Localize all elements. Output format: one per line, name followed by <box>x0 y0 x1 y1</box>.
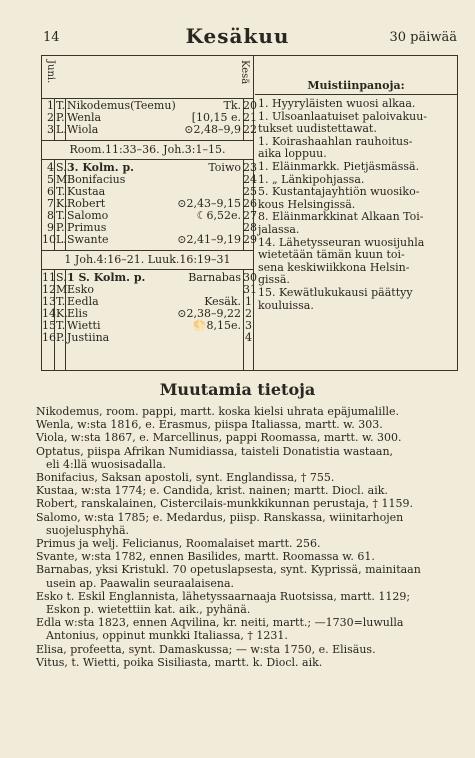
old-date: 27 <box>243 209 257 222</box>
weekday: T. <box>56 319 66 332</box>
note-line: 1. Eläinmarkk. Pietjäsmässä. <box>258 159 420 173</box>
calendar-table <box>41 55 458 371</box>
side-info: Toiwo <box>208 161 241 174</box>
month-title: Kesäkuu <box>185 24 290 48</box>
info-line: Svante, w:sta 1782, ennen Basilides, martt. Roomassa w. 61. <box>36 550 375 564</box>
old-date: 21 <box>243 111 257 124</box>
weekday: T. <box>56 295 66 308</box>
name-day: Wenla <box>67 111 102 124</box>
day-number: 1 <box>47 99 54 112</box>
name-day: Primus <box>67 221 107 234</box>
name-day: Elis <box>67 307 88 320</box>
old-date: 28 <box>243 221 257 234</box>
side-info: Kesäk. <box>204 295 241 308</box>
name-day: Wiola <box>67 123 99 136</box>
notes-column <box>255 56 457 370</box>
note-line: wietetään tämän kuun toi- <box>258 248 405 262</box>
old-date: 23 <box>243 161 257 174</box>
info-line: Optatus, piispa Afrikan Numidiassa, taisteli Donatistia wastaan, <box>36 444 394 458</box>
info-line: Vitus, t. Wietti, poika Sisiliasta, martt. k. Diocl. aik. <box>36 655 323 669</box>
name-day: 1 S. Kolm. p. <box>67 271 146 284</box>
day-number: 2 <box>47 111 54 124</box>
day-number: 3 <box>47 123 54 136</box>
day-number: 7 <box>47 197 54 210</box>
side-info: ⊙2,48–9,9 <box>184 123 241 136</box>
name-day: Robert <box>67 197 106 210</box>
side-info: ⊙2,43–9,15 <box>177 197 241 210</box>
note-line: aika loppuu. <box>258 147 327 161</box>
scripture-bar: 1 Joh.4:16–21. Luuk.16:19–31 <box>42 250 253 270</box>
days-count: 30 päiwää <box>389 30 457 45</box>
info-line: eli 4:llä wuosisadalla. <box>46 457 167 471</box>
day-number: 6 <box>47 185 54 198</box>
name-day: Kustaa <box>67 185 106 198</box>
note-line: jalassa. <box>258 222 300 236</box>
info-line: usein ap. Paawalin seuraalaisena. <box>46 576 235 590</box>
side-info: ⊙2,38–9,22 <box>177 307 241 320</box>
old-date: 1 <box>245 295 252 308</box>
day-row <box>42 123 257 136</box>
day-number: 10 <box>42 233 56 246</box>
side-info: [10,15 e. <box>191 111 241 124</box>
divider <box>255 94 457 95</box>
note-line: kous Helsingissä. <box>258 197 356 211</box>
month-header-row <box>42 56 253 99</box>
side-info: 🌕8,15e. <box>192 319 241 332</box>
info-line: suojelusphyhä. <box>46 523 129 537</box>
day-row <box>42 332 253 344</box>
note-line: 5. Kustantajayhtiön wuosiko- <box>258 185 420 199</box>
info-line: Viola, w:sta 1867, e. Marcellinus, pappi Roomassa, martt. w. 300. <box>36 431 402 445</box>
weekday: K. <box>56 307 68 320</box>
weekday: P. <box>56 221 65 234</box>
day-number: 8 <box>47 209 54 222</box>
scripture-bar: Room.11:33–36. Joh.3:1–15. <box>42 140 253 160</box>
old-date: 29 <box>243 233 257 246</box>
notes-list <box>258 98 454 312</box>
info-line: Barnabas, yksi Kristukl. 70 opetuslapsesta, synt. Kyprissä, mainitaan <box>36 563 421 577</box>
note-line: kouluissa. <box>258 298 314 312</box>
side-label-right: Kesä <box>239 60 250 85</box>
day-number: 5 <box>47 173 54 186</box>
info-line: Primus ja welj. Felicianus, Roomalaiset martt. 256. <box>36 537 321 551</box>
name-day: Esko <box>67 283 94 296</box>
weekday: T. <box>56 185 66 198</box>
old-date: 25 <box>243 185 257 198</box>
weekday: K. <box>56 197 68 210</box>
weekday: T. <box>56 99 66 112</box>
old-date: 31 <box>243 283 257 296</box>
note-line: 1. Hyyryläisten wuosi alkaa. <box>258 97 416 110</box>
note-line: 1. „ Länkipohjassa. <box>258 172 365 186</box>
side-label-left: Juni. <box>45 60 56 84</box>
weekday: S. <box>56 271 67 284</box>
info-line: Elisa, profeetta, synt. Damaskussa; — w:sta 1750, e. Elisäus. <box>36 642 376 656</box>
day-number: 14 <box>42 307 56 320</box>
name-day: Bonifacius <box>67 173 126 186</box>
info-line: Salomo, w:sta 1785; e. Medardus, piisp. Ranskassa, wiinitarhojen <box>36 510 404 524</box>
side-info: Tk. <box>223 99 241 112</box>
weekday: T. <box>56 209 66 222</box>
day-number: 16 <box>42 331 56 344</box>
info-line: Robert, ranskalainen, Cistercilais-munkkikunnan perustaja, † 1159. <box>36 497 414 511</box>
note-line: gissä. <box>258 273 290 287</box>
day-number: 9 <box>47 221 54 234</box>
note-line: 8. Eläinmarkkinat Alkaan Toi- <box>258 210 424 224</box>
info-line: Kustaa, w:sta 1774; e. Candida, krist. nainen; martt. Diocl. aik. <box>36 484 388 498</box>
name-day: Nikodemus(Teemu) <box>67 99 176 112</box>
old-date: 20 <box>243 99 257 112</box>
weekday: L. <box>56 233 67 246</box>
name-day: Swante <box>67 233 109 246</box>
page-number: 14 <box>43 30 60 45</box>
name-day: Eedla <box>67 295 99 308</box>
info-line: Bonifacius, Saksan apostoli, synt. Englandissa, † 755. <box>36 471 335 485</box>
info-line: Eskon p. wietettiin kat. aik., pyhänä. <box>46 603 251 617</box>
weekday: P. <box>56 331 65 344</box>
note-line: tukset uudistettawat. <box>258 122 377 136</box>
name-day: 3. Kolm. p. <box>67 161 134 174</box>
name-day: Justiina <box>67 331 110 344</box>
day-number: 11 <box>42 271 56 284</box>
section-title: Muutamia tietoja <box>159 380 316 399</box>
info-line: Esko t. Eskil Englannista, lähetyssaarnaaja Ruotsissa, martt. 1129; <box>36 589 411 603</box>
name-day: Salomo <box>67 209 109 222</box>
info-line: Nikodemus, room. pappi, martt. koska kielsi uhrata epäjumalille. <box>36 405 399 418</box>
name-day: Wietti <box>67 319 101 332</box>
day-row <box>42 233 257 246</box>
note-line: 1. Ulsoanlaatuiset paloivakuu- <box>258 109 428 123</box>
weekday: M. <box>56 283 71 296</box>
old-date: 24 <box>243 173 257 186</box>
side-info: ☾6,52e. <box>196 209 241 222</box>
info-line: Edla w:sta 1823, ennen Aqvilina, kr. neiti, martt.; —1730=luwulla <box>36 616 404 630</box>
note-line: sena keskiwiikkona Helsin- <box>258 260 410 274</box>
note-line: 15. Kewätlukukausi päättyy <box>258 285 413 299</box>
weekday: M. <box>56 173 71 186</box>
old-date: 4 <box>245 331 252 344</box>
weekday: S. <box>56 161 67 174</box>
info-text <box>36 405 456 669</box>
old-date: 3 <box>245 319 252 332</box>
day-number: 15 <box>42 319 56 332</box>
note-line: 14. Lähetysseuran wuosijuhla <box>258 235 425 249</box>
info-line: Antonius, oppinut munkki Italiassa, † 1231. <box>46 629 288 643</box>
calendar-days-column <box>42 56 257 370</box>
old-date: 26 <box>243 197 257 210</box>
side-info: ⊙2,41–9,19 <box>177 233 241 246</box>
old-date: 2 <box>245 307 252 320</box>
day-number: 4 <box>47 161 54 174</box>
day-number: 13 <box>42 295 56 308</box>
old-date: 30 <box>243 271 257 284</box>
notes-title: Muistiinpanoja: <box>307 79 405 92</box>
weekday: P. <box>56 111 65 124</box>
note-line: 1. Koirashaahlan rauhoitus- <box>258 134 413 148</box>
info-line: Wenla, w:sta 1816, e. Erasmus, piispa Italiassa, martt. w. 303. <box>36 418 383 432</box>
old-date: 22 <box>243 123 257 136</box>
day-number: 12 <box>42 283 56 296</box>
side-info: Barnabas <box>188 271 241 284</box>
weekday: L. <box>56 123 67 136</box>
